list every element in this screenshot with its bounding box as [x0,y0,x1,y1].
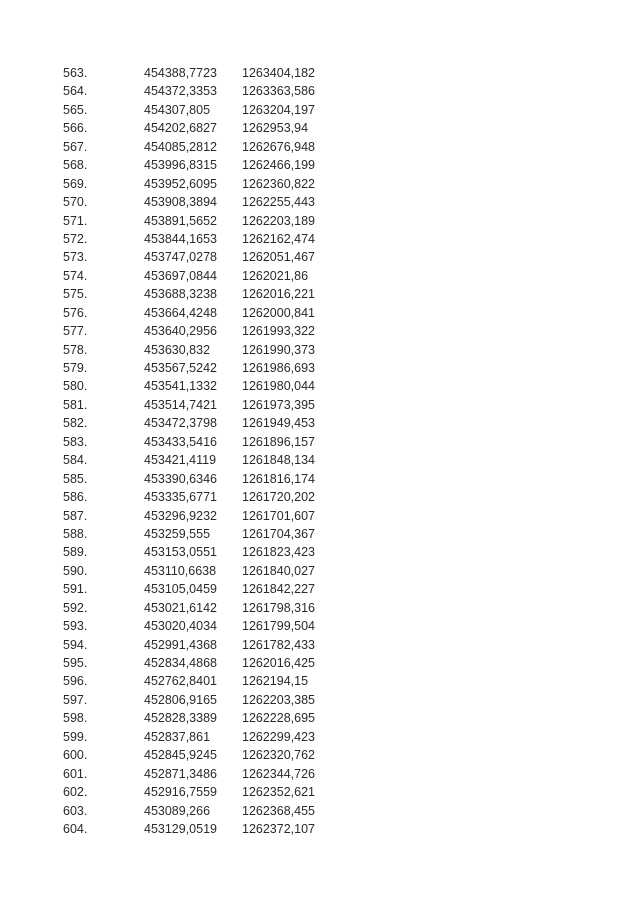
point-number: 600. [63,748,88,763]
coordinate-x: 453640,2956 [144,324,217,339]
coordinate-y: 1261701,607 [242,508,315,523]
coordinate-x: 452916,7559 [144,785,217,800]
table-row [63,212,342,230]
point-number: 597. [63,692,88,707]
coordinate-x: 453567,5242 [144,361,217,375]
coordinate-y: 1262320,762 [242,748,315,763]
coordinate-y: 1262676,948 [242,139,315,154]
coordinate-x: 453335,6771 [144,490,217,505]
table-row [63,728,342,746]
coordinate-y: 1262016,425 [242,656,315,670]
point-number: 586. [63,490,88,505]
coordinate-y: 1262203,385 [242,692,315,707]
coordinate-y: 1263404,182 [242,66,315,80]
table-row [63,414,342,432]
coordinate-y: 1263363,586 [242,84,315,99]
point-number: 590. [63,563,88,578]
coordinate-x: 454085,2812 [144,139,217,154]
coordinate-y: 1262299,423 [242,729,315,744]
coordinate-x: 452845,9245 [144,748,217,763]
coordinate-y: 1261990,373 [242,342,315,357]
coordinate-y: 1261782,433 [242,637,315,652]
coordinate-y: 1261949,453 [242,416,315,431]
coordinate-y: 1262051,467 [242,250,315,265]
table-row [63,359,342,377]
table-row [63,377,342,395]
coordinate-y: 1262953,94 [242,121,309,136]
table-row [63,433,342,451]
coordinate-y: 1262372,107 [242,821,315,836]
coordinate-x: 454307,805 [144,102,211,117]
point-number: 568. [63,158,88,173]
coordinate-x: 453259,555 [144,526,211,541]
coordinate-x: 453952,6095 [144,176,217,191]
table-row [63,322,342,340]
coordinate-y: 1262000,841 [242,305,315,320]
coordinate-y: 1261798,316 [242,600,315,615]
point-number: 594. [63,637,88,652]
coordinate-x: 453021,6142 [144,600,217,615]
table-row [63,341,342,359]
coordinate-y: 1262203,189 [242,213,315,228]
coordinate-x: 452871,3486 [144,766,217,781]
point-number: 580. [63,379,88,394]
point-number: 577. [63,324,88,339]
table-row [63,119,342,137]
point-number: 593. [63,619,88,634]
coordinate-x: 453747,0278 [144,250,217,265]
coordinate-y: 1261848,134 [242,453,315,468]
table-row [63,580,342,598]
point-number: 601. [63,766,88,781]
point-number: 589. [63,545,88,560]
table-row [63,783,342,801]
table-row [63,470,342,488]
table-row [63,525,342,543]
coordinate-x: 452837,861 [144,729,211,744]
table-row [63,543,342,561]
table-row [63,138,342,156]
table-row [63,285,342,303]
coordinate-x: 453433,5416 [144,434,217,449]
coordinate-y: 1261704,367 [242,526,315,541]
point-number: 583. [63,434,88,449]
point-number: 569. [63,176,88,191]
coordinate-x: 453472,3798 [144,416,217,431]
table-row [63,802,342,820]
point-number: 596. [63,674,88,689]
coordinate-x: 453541,1332 [144,379,217,394]
point-number: 564. [63,84,88,99]
table-row [63,709,342,727]
coordinate-y: 1262021,86 [242,268,309,283]
point-number: 582. [63,416,88,431]
table-row [63,488,342,506]
coordinate-y: 1262228,695 [242,711,315,726]
table-row [63,617,342,635]
table-row [63,64,342,82]
coordinate-y: 1263204,197 [242,102,315,117]
point-number: 567. [63,139,88,154]
coordinate-y: 1261993,322 [242,324,315,339]
point-number: 592. [63,600,88,615]
point-number: 572. [63,231,88,246]
point-number: 566. [63,121,88,136]
coordinate-y: 1261896,157 [242,434,315,449]
table-row [63,230,342,248]
coordinate-y: 1262194,15 [242,674,309,689]
table-row [63,691,342,709]
point-number: 604. [63,821,88,836]
coordinate-x: 453153,0551 [144,545,217,560]
table-row [63,451,342,469]
point-number: 584. [63,453,88,468]
table-row [63,746,342,764]
coordinate-x: 453697,0844 [144,268,217,283]
coordinate-x: 453089,266 [144,803,211,818]
point-number: 603. [63,803,88,818]
coordinate-x: 453110,6638 [144,563,217,578]
coordinate-x: 452828,3389 [144,711,217,726]
coordinate-y: 1262016,221 [242,287,315,302]
coordinate-x: 453688,3238 [144,287,217,302]
table-row [63,636,342,654]
coordinate-y: 1262466,199 [242,158,315,173]
table-row [63,396,342,414]
table-row [63,193,342,211]
coordinate-x: 453020,4034 [144,619,217,634]
point-number: 588. [63,526,88,541]
coordinate-x: 454372,3353 [144,84,217,99]
point-number: 573. [63,250,88,265]
table-row [63,599,342,617]
table-row [63,156,342,174]
point-number: 563. [63,66,88,80]
coordinate-x: 453908,3894 [144,195,217,210]
table-row [63,672,342,690]
table-row [63,101,342,119]
coordinate-x: 453390,6346 [144,471,217,486]
coordinate-x: 453996,8315 [144,158,217,173]
point-number: 591. [63,582,88,597]
coordinate-y: 1261986,693 [242,361,315,375]
point-number: 595. [63,656,88,670]
coordinate-y: 1261840,027 [242,563,315,578]
coordinate-x: 452991,4368 [144,637,217,652]
coordinate-y: 1261720,202 [242,490,315,505]
point-number: 575. [63,287,88,302]
coordinate-x: 453891,5652 [144,213,217,228]
coordinate-x: 452762,8401 [144,674,217,689]
point-number: 578. [63,342,88,357]
coordinate-y: 1262255,443 [242,195,315,210]
coordinate-x: 453129,0519 [144,821,217,836]
coordinate-x: 452834,4868 [144,656,217,670]
coordinate-x: 454388,7723 [144,66,217,80]
coordinate-y: 1261799,504 [242,619,315,634]
coordinate-y: 1262162,474 [242,231,315,246]
point-number: 579. [63,361,88,375]
coordinate-y: 1261823,423 [242,545,315,560]
point-number: 587. [63,508,88,523]
coordinate-x: 453844,1653 [144,231,217,246]
point-number: 570. [63,195,88,210]
coordinate-x: 453296,9232 [144,508,217,523]
coordinate-x: 453105,0459 [144,582,217,597]
coordinate-y: 1261980,044 [242,379,315,394]
point-number: 585. [63,471,88,486]
point-number: 581. [63,397,88,412]
coordinate-table [63,64,342,838]
table-row [63,654,342,672]
coordinate-x: 453514,7421 [144,397,217,412]
coordinate-x: 453630,832 [144,342,211,357]
table-row [63,175,342,193]
table-row [63,562,342,580]
point-number: 599. [63,729,88,744]
coordinate-y: 1262352,621 [242,785,315,800]
coordinate-y: 1262360,822 [242,176,315,191]
coordinate-y: 1261973,395 [242,397,315,412]
table-row [63,82,342,100]
point-number: 574. [63,268,88,283]
coordinate-y: 1262368,455 [242,803,315,818]
point-number: 602. [63,785,88,800]
coordinate-y: 1262344,726 [242,766,315,781]
table-row [63,304,342,322]
table-row [63,765,342,783]
coordinate-x: 453664,4248 [144,305,217,320]
coordinate-y: 1261842,227 [242,582,315,597]
point-number: 565. [63,102,88,117]
coordinate-x: 453421,4119 [144,453,217,468]
coordinate-x: 454202,6827 [144,121,217,136]
point-number: 576. [63,305,88,320]
table-row [63,507,342,525]
coordinate-x: 452806,9165 [144,692,217,707]
table-row [63,820,342,838]
point-number: 598. [63,711,88,726]
point-number: 571. [63,213,88,228]
table-row [63,267,342,285]
table-row [63,248,342,266]
coordinate-y: 1261816,174 [242,471,315,486]
